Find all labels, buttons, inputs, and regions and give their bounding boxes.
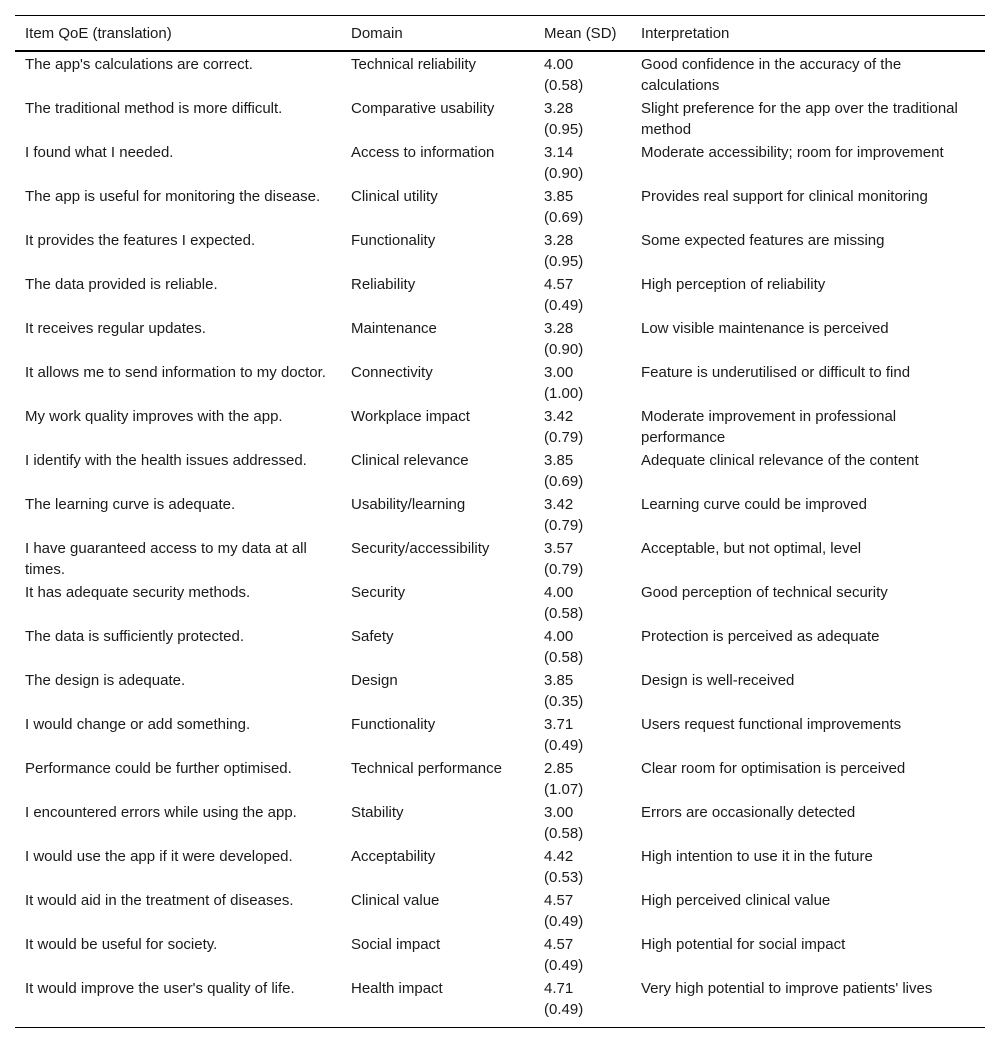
mean-sd-cell bbox=[534, 97, 631, 141]
mean-value: 4.42 bbox=[544, 848, 574, 865]
sd-value: (0.69) bbox=[544, 473, 584, 490]
interpretation-cell: Design is well-received bbox=[641, 672, 795, 689]
mean-sd-cell bbox=[534, 449, 631, 493]
sd-value: (0.90) bbox=[544, 341, 584, 358]
item-cell: Performance could be further optimised. bbox=[25, 760, 292, 777]
table-row bbox=[15, 581, 985, 625]
mean-value: 3.28 bbox=[544, 232, 574, 249]
table-row bbox=[15, 713, 985, 757]
mean-sd-cell bbox=[534, 229, 631, 273]
mean-value: 4.00 bbox=[544, 584, 574, 601]
interpretation-cell: Good confidence in the accuracy of the calculations bbox=[641, 56, 902, 94]
domain-cell: Stability bbox=[351, 804, 404, 821]
mean-sd-cell bbox=[534, 405, 631, 449]
item-cell: I would use the app if it were developed. bbox=[25, 848, 293, 865]
mean-value: 3.28 bbox=[544, 320, 574, 337]
item-cell: The traditional method is more difficult. bbox=[25, 100, 283, 117]
mean-sd-cell bbox=[534, 933, 631, 977]
domain-cell: Security bbox=[351, 584, 406, 601]
table-row bbox=[15, 889, 985, 933]
interpretation-cell: High perception of reliability bbox=[641, 276, 826, 293]
table-row bbox=[15, 273, 985, 317]
sd-value: (0.53) bbox=[544, 869, 584, 886]
interpretation-cell: Clear room for optimisation is perceived bbox=[641, 760, 906, 777]
mean-sd-cell bbox=[534, 273, 631, 317]
item-cell: The data provided is reliable. bbox=[25, 276, 218, 293]
mean-value: 3.00 bbox=[544, 804, 574, 821]
item-cell: It receives regular updates. bbox=[25, 320, 206, 337]
domain-cell: Connectivity bbox=[351, 364, 433, 381]
mean-value: 3.85 bbox=[544, 672, 574, 689]
mean-sd-cell bbox=[534, 845, 631, 889]
table-row bbox=[15, 141, 985, 185]
table-row bbox=[15, 537, 985, 581]
table-row bbox=[15, 449, 985, 493]
mean-value: 4.57 bbox=[544, 936, 574, 953]
mean-sd-cell bbox=[534, 713, 631, 757]
interpretation-cell: Good perception of technical security bbox=[641, 584, 888, 601]
table-row bbox=[15, 933, 985, 977]
domain-cell: Technical reliability bbox=[351, 56, 477, 73]
interpretation-cell: High potential for social impact bbox=[641, 936, 846, 953]
item-cell: It provides the features I expected. bbox=[25, 232, 256, 249]
sd-value: (0.58) bbox=[544, 77, 584, 94]
sd-value: (0.49) bbox=[544, 737, 584, 754]
sd-value: (1.07) bbox=[544, 781, 584, 798]
domain-cell: Clinical value bbox=[351, 892, 440, 909]
header-domain: Domain bbox=[351, 25, 403, 42]
table-row bbox=[15, 405, 985, 449]
item-cell: My work quality improves with the app. bbox=[25, 408, 283, 425]
item-cell: The learning curve is adequate. bbox=[25, 496, 236, 513]
sd-value: (0.79) bbox=[544, 517, 584, 534]
sd-value: (0.49) bbox=[544, 913, 584, 930]
table-row bbox=[15, 801, 985, 845]
table-row bbox=[15, 51, 985, 97]
item-cell: It would aid in the treatment of diseases. bbox=[25, 892, 294, 909]
sd-value: (0.35) bbox=[544, 693, 584, 710]
domain-cell: Acceptability bbox=[351, 848, 436, 865]
interpretation-cell: Very high potential to improve patients' lives bbox=[641, 980, 933, 997]
domain-cell: Safety bbox=[351, 628, 394, 645]
mean-value: 4.00 bbox=[544, 56, 574, 73]
table-row bbox=[15, 669, 985, 713]
sd-value: (0.49) bbox=[544, 1001, 584, 1018]
mean-sd-cell bbox=[534, 977, 631, 1028]
item-cell: I have guaranteed access to my data at all times. bbox=[25, 540, 307, 578]
sd-value: (0.95) bbox=[544, 121, 584, 138]
sd-value: (0.58) bbox=[544, 605, 584, 622]
table-body bbox=[15, 51, 985, 1028]
table-header bbox=[15, 16, 985, 52]
mean-value: 4.57 bbox=[544, 892, 574, 909]
item-cell: It would be useful for society. bbox=[25, 936, 218, 953]
sd-value: (0.58) bbox=[544, 825, 584, 842]
mean-sd-cell bbox=[534, 889, 631, 933]
mean-sd-cell bbox=[534, 625, 631, 669]
interpretation-cell: Feature is underutilised or difficult to find bbox=[641, 364, 911, 381]
table-row bbox=[15, 361, 985, 405]
domain-cell: Usability/learning bbox=[351, 496, 466, 513]
table-row bbox=[15, 185, 985, 229]
mean-value: 4.00 bbox=[544, 628, 574, 645]
interpretation-cell: Users request functional improvements bbox=[641, 716, 902, 733]
item-cell: I identify with the health issues addressed. bbox=[25, 452, 307, 469]
interpretation-cell: Errors are occasionally detected bbox=[641, 804, 856, 821]
interpretation-cell: Some expected features are missing bbox=[641, 232, 885, 249]
mean-sd-cell bbox=[534, 757, 631, 801]
domain-cell: Reliability bbox=[351, 276, 416, 293]
table-row bbox=[15, 977, 985, 1028]
item-cell: It would improve the user's quality of life. bbox=[25, 980, 295, 997]
mean-sd-cell bbox=[534, 361, 631, 405]
table-row bbox=[15, 845, 985, 889]
item-cell: The data is sufficiently protected. bbox=[25, 628, 245, 645]
domain-cell: Social impact bbox=[351, 936, 441, 953]
interpretation-cell: Moderate improvement in professional performance bbox=[641, 408, 897, 446]
sd-value: (0.69) bbox=[544, 209, 584, 226]
item-cell: I would change or add something. bbox=[25, 716, 251, 733]
header-item: Item QoE (translation) bbox=[25, 25, 172, 42]
domain-cell: Maintenance bbox=[351, 320, 437, 337]
mean-value: 4.57 bbox=[544, 276, 574, 293]
header-row bbox=[15, 16, 985, 52]
table-row bbox=[15, 625, 985, 669]
item-cell: It allows me to send information to my doctor. bbox=[25, 364, 326, 381]
sd-value: (0.90) bbox=[544, 165, 584, 182]
item-cell: The design is adequate. bbox=[25, 672, 186, 689]
domain-cell: Functionality bbox=[351, 232, 436, 249]
mean-value: 3.00 bbox=[544, 364, 574, 381]
mean-value: 3.42 bbox=[544, 408, 574, 425]
mean-value: 3.42 bbox=[544, 496, 574, 513]
mean-value: 3.85 bbox=[544, 188, 574, 205]
header-mean-sd: Mean (SD) bbox=[544, 25, 617, 42]
domain-cell: Workplace impact bbox=[351, 408, 470, 425]
mean-sd-cell bbox=[534, 537, 631, 581]
interpretation-cell: High perceived clinical value bbox=[641, 892, 831, 909]
sd-value: (1.00) bbox=[544, 385, 584, 402]
mean-value: 2.85 bbox=[544, 760, 574, 777]
item-cell: The app's calculations are correct. bbox=[25, 56, 253, 73]
domain-cell: Clinical relevance bbox=[351, 452, 469, 469]
interpretation-cell: Learning curve could be improved bbox=[641, 496, 867, 513]
domain-cell: Clinical utility bbox=[351, 188, 438, 205]
mean-sd-cell bbox=[534, 581, 631, 625]
mean-value: 4.71 bbox=[544, 980, 574, 997]
interpretation-cell: Moderate accessibility; room for improvement bbox=[641, 144, 944, 161]
interpretation-cell: Adequate clinical relevance of the content bbox=[641, 452, 919, 469]
interpretation-cell: Acceptable, but not optimal, level bbox=[641, 540, 862, 557]
mean-value: 3.28 bbox=[544, 100, 574, 117]
sd-value: (0.95) bbox=[544, 253, 584, 270]
domain-cell: Comparative usability bbox=[351, 100, 495, 117]
table-row bbox=[15, 757, 985, 801]
interpretation-cell: Low visible maintenance is perceived bbox=[641, 320, 889, 337]
domain-cell: Access to information bbox=[351, 144, 495, 161]
mean-value: 3.71 bbox=[544, 716, 574, 733]
table-row bbox=[15, 493, 985, 537]
mean-sd-cell bbox=[534, 801, 631, 845]
sd-value: (0.49) bbox=[544, 297, 584, 314]
mean-sd-cell bbox=[534, 141, 631, 185]
mean-sd-cell bbox=[534, 317, 631, 361]
table-row bbox=[15, 229, 985, 273]
mean-sd-cell bbox=[534, 185, 631, 229]
interpretation-cell: High intention to use it in the future bbox=[641, 848, 873, 865]
domain-cell: Functionality bbox=[351, 716, 436, 733]
mean-sd-cell bbox=[534, 493, 631, 537]
mean-value: 3.14 bbox=[544, 144, 574, 161]
mean-value: 3.85 bbox=[544, 452, 574, 469]
table-row bbox=[15, 317, 985, 361]
domain-cell: Technical performance bbox=[351, 760, 502, 777]
qoe-results-table bbox=[15, 15, 985, 1028]
domain-cell: Security/accessibility bbox=[351, 540, 490, 557]
item-cell: I found what I needed. bbox=[25, 144, 174, 161]
sd-value: (0.49) bbox=[544, 957, 584, 974]
interpretation-cell: Protection is perceived as adequate bbox=[641, 628, 880, 645]
domain-cell: Design bbox=[351, 672, 398, 689]
mean-sd-cell bbox=[534, 51, 631, 97]
item-cell: The app is useful for monitoring the disease. bbox=[25, 188, 321, 205]
item-cell: It has adequate security methods. bbox=[25, 584, 251, 601]
mean-value: 3.57 bbox=[544, 540, 574, 557]
interpretation-cell: Provides real support for clinical monitoring bbox=[641, 188, 928, 205]
sd-value: (0.79) bbox=[544, 429, 584, 446]
mean-sd-cell bbox=[534, 669, 631, 713]
domain-cell: Health impact bbox=[351, 980, 443, 997]
interpretation-cell: Slight preference for the app over the traditional method bbox=[641, 100, 958, 138]
header-interpretation: Interpretation bbox=[641, 25, 730, 42]
sd-value: (0.58) bbox=[544, 649, 584, 666]
item-cell: I encountered errors while using the app. bbox=[25, 804, 297, 821]
table-row bbox=[15, 97, 985, 141]
sd-value: (0.79) bbox=[544, 561, 584, 578]
